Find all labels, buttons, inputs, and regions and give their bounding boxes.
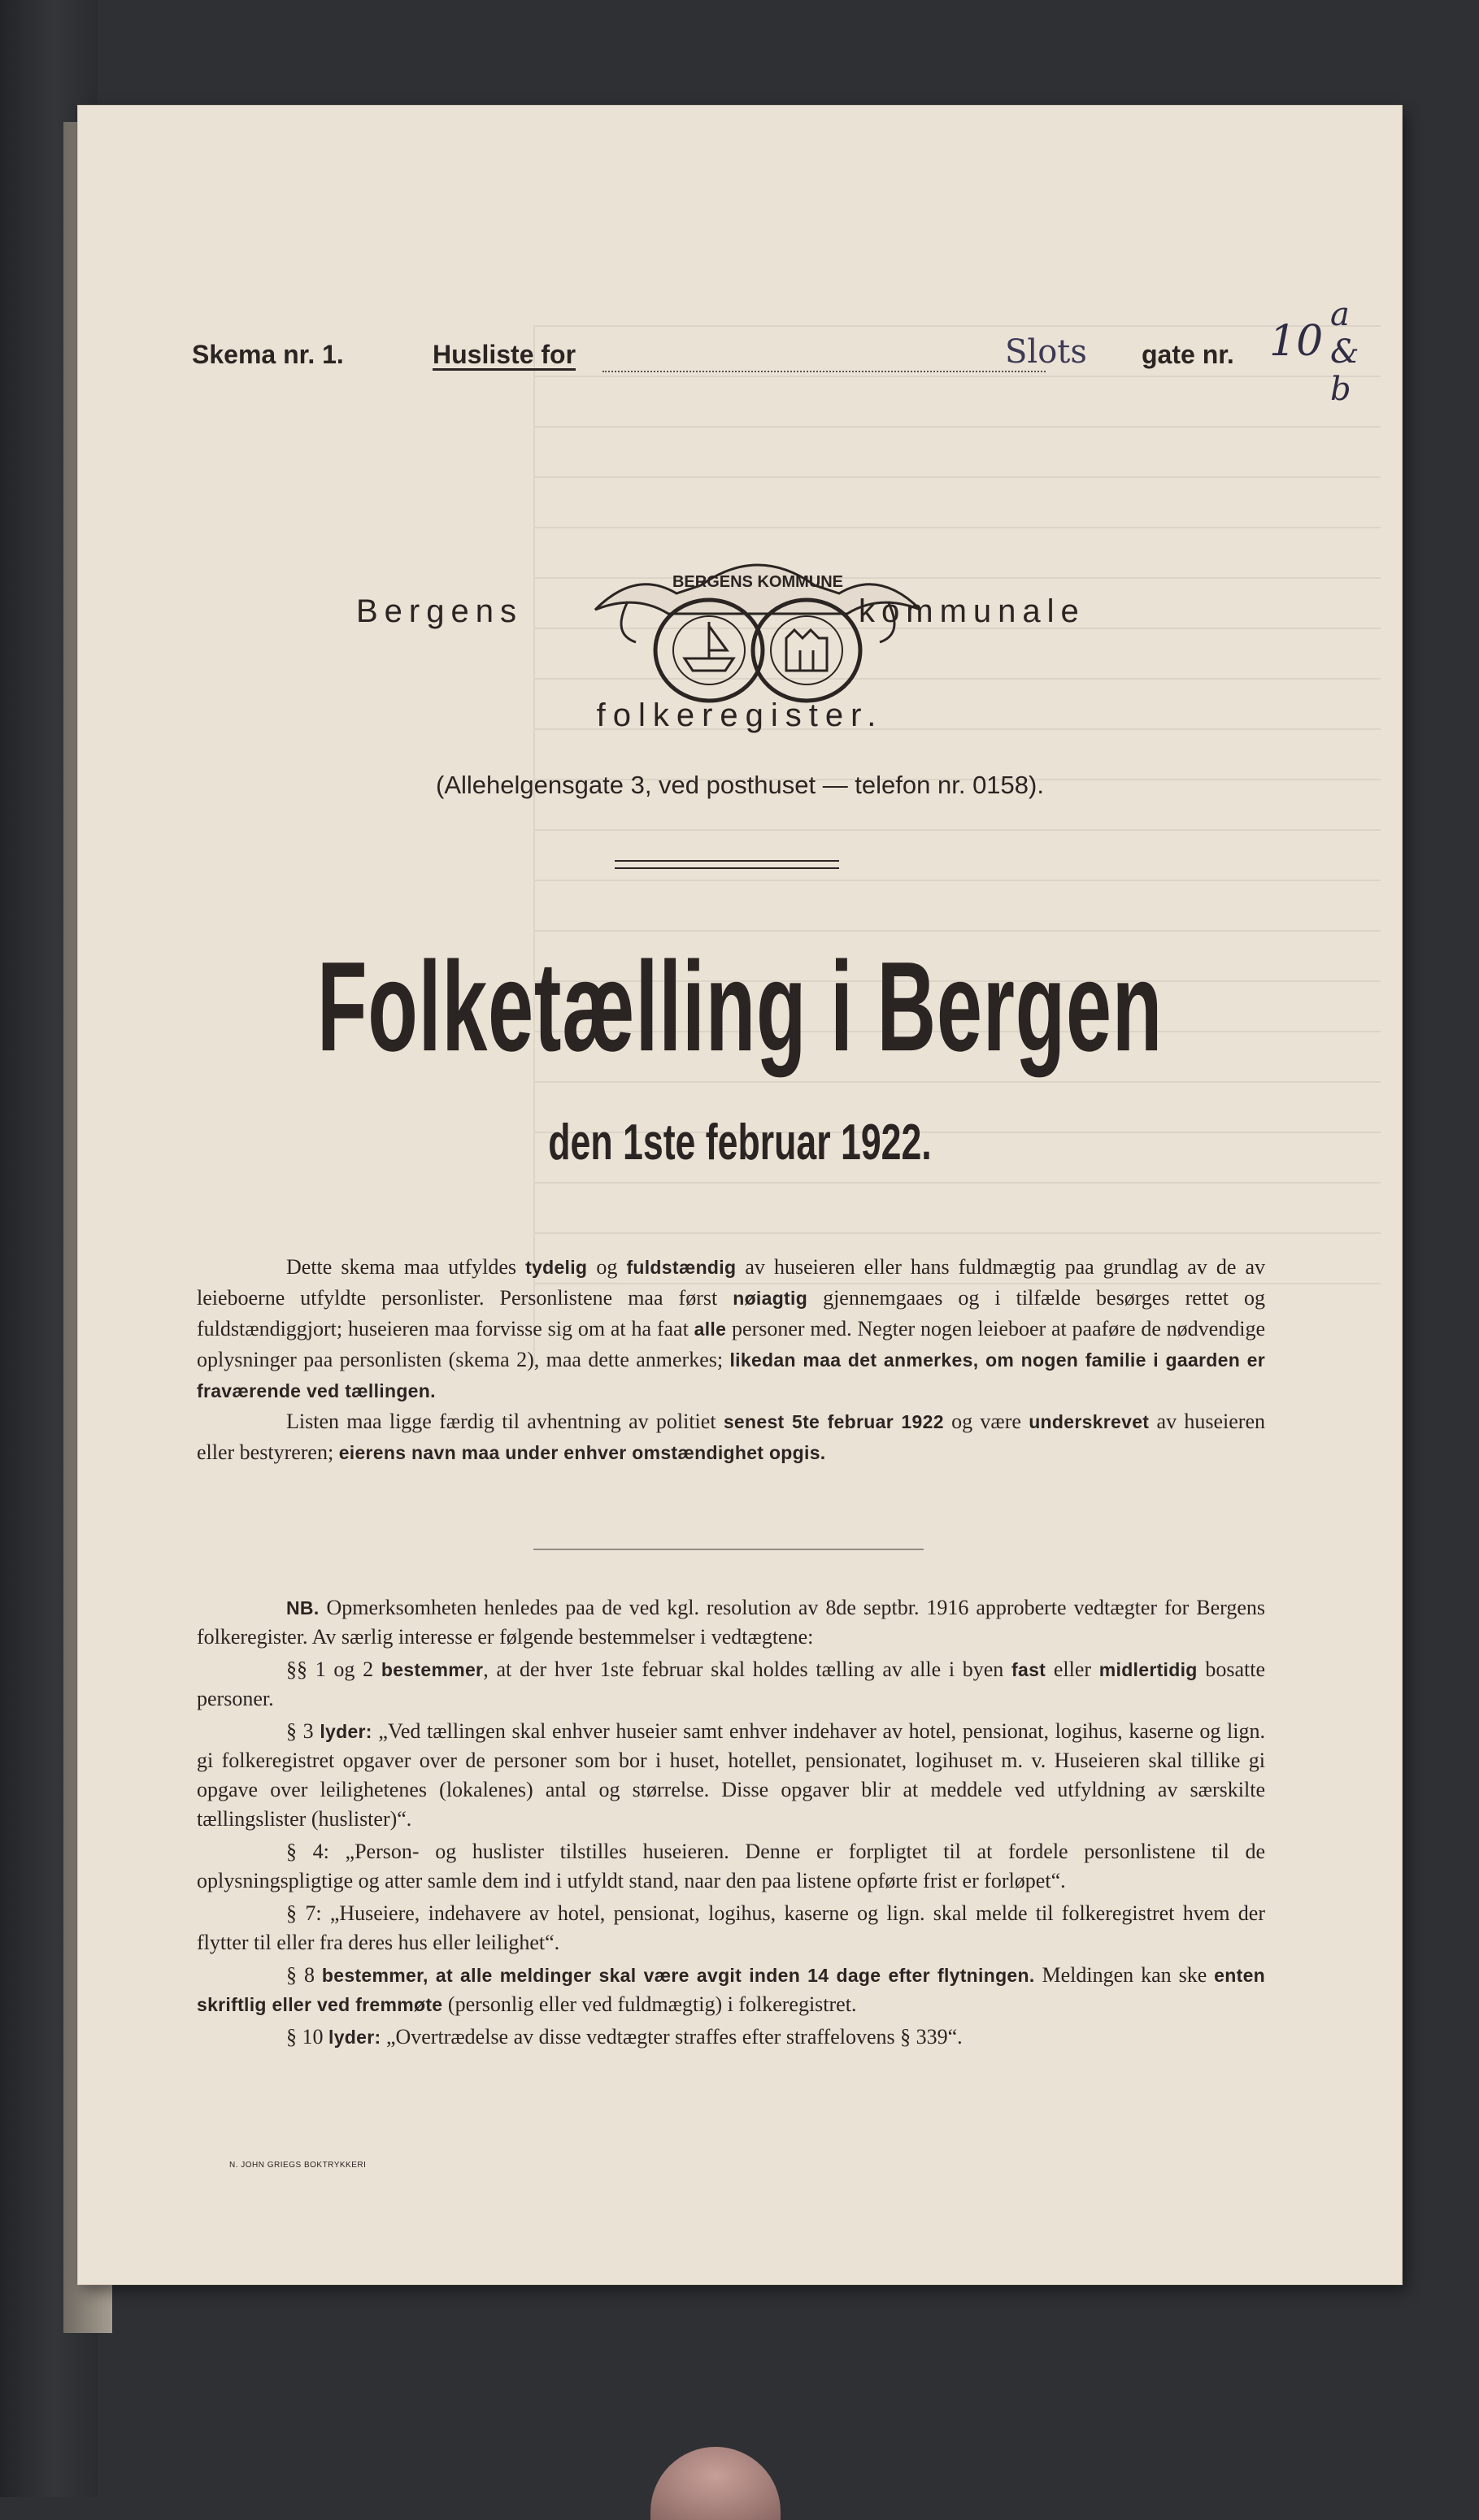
house-number-handwritten: 10 [1269,317,1324,366]
instructions-paragraph-2: Listen maa ligge færdig til avhentning av politiet senest 5te februar 1922 og være underskrevet av huseieren eller bestyreren; eierens navn maa under enhver omstændighet opgis. [197,1410,1265,1464]
regulation-par-1-2: §§ 1 og 2 bestemmer, at der hver 1ste februar skal holdes tælling av alle i byen fast eller midlertidig bosatte personer. [197,1658,1266,1710]
castle-icon [786,630,827,671]
double-rule-divider [615,860,839,869]
regulation-par-3: § 3 lyder: „Ved tællingen skal enhver huseier samt enhver indehaver av hotel, pensionat, logihus, kaserne og lign. gi folkeregistret opgaver over de personer som bor i huset, hotellet, pensionatet, logihuset m. v. Huseieren skal tillike gi opgave over leilighetenes (lokalenes) antal og størrelse. Disse opgaver blir at meddele ved utfyldning av særskilte tællingslister (huslister)“. [197,1719,1266,1831]
regulation-par-4: § 4: „Person- og huslister tilstilles huseieren. Denne er forpligtet til at fordele personlistene til de oplysningspligtige og atter samle dem ind i utfyldt stand, naar den paa listene opførte frist er forløpet“. [197,1840,1265,1892]
document-title: Folketælling i Bergen [316,934,1164,1078]
office-name-right: kommunale [859,593,1085,629]
gate-nr-label: gate nr. [1142,340,1234,369]
regulation-par-8: § 8 bestemmer, at alle meldinger skal være avgit inden 14 dage efter flytningen. Meldingen kan ske enten skriftlig eller ved fremmøte (personlig eller ved fuldmægtig) i folkeregistret. [197,1963,1266,2016]
crest-right-seal [753,600,860,701]
form-header-line [192,296,1363,408]
regulations-block [197,1593,1265,2055]
crest-banner-text: BERGENS KOMMUNE [672,573,844,591]
instructions-paragraph-1: Dette skema maa utfyldes tydelig og fuldstændig av huseieren eller hans fuldmægtig paa grundlag av de av leieboerne utfyldte personlister. Personlistene maa først nøiagtig gjennemgaaes og i tilfælde besørges rettet og fuldstændiggjort; huseieren maa forvisse sig om at ha faat alle personer med. Negter nogen leieboer at paaføre de nødvendige oplysninger paa personlisten (skema 2), maa dette anmerkes; likedan maa det anmerkes, om nogen familie i gaarden er fraværende ved tællingen. [197,1255,1266,1401]
husliste-label: Husliste for [433,340,576,369]
ship-icon [685,622,733,671]
census-date: den 1ste februar 1922. [548,1114,932,1171]
skema-label: Skema nr. 1. [192,340,344,369]
census-form-page [78,106,1402,2284]
house-suffix-handwritten: a & b [1330,296,1359,408]
street-name-handwritten: Slots [1005,333,1087,371]
office-name-left: Bergens [356,593,523,629]
thumb-in-frame [650,2447,781,2520]
nb-paragraph: NB. Opmerksomheten henledes paa de ved kgl. resolution av 8de septbr. 1916 approberte vedtægter for Bergens folkeregister. Av særlig interesse er følgende bestemmelser i vedtægtene: [197,1596,1265,1649]
street-fill-line [602,371,1046,372]
regulation-par-7: § 7: „Huseiere, indehavere av hotel, pensionat, logihus, kaserne og lign. skal melde til folkeregistret hvem der flytter til eller fra deres hus eller leilighet“. [197,1901,1265,1954]
regulation-par-10: § 10 lyder: „Overtrædelse av disse vedtægter straffes efter straffelovens § 339“. [286,2025,963,2049]
office-name-second-line: folkeregister. [596,697,884,733]
section-divider [533,1549,924,1550]
printer-imprint: N. JOHN GRIEGS BOKTRYKKERI [229,2161,367,2170]
instructions-block [197,1252,1265,1468]
bleed-through-table [533,325,1381,1366]
office-address: (Allehelgensgate 3, ved posthuset — telefon nr. 0158). [436,771,1044,799]
